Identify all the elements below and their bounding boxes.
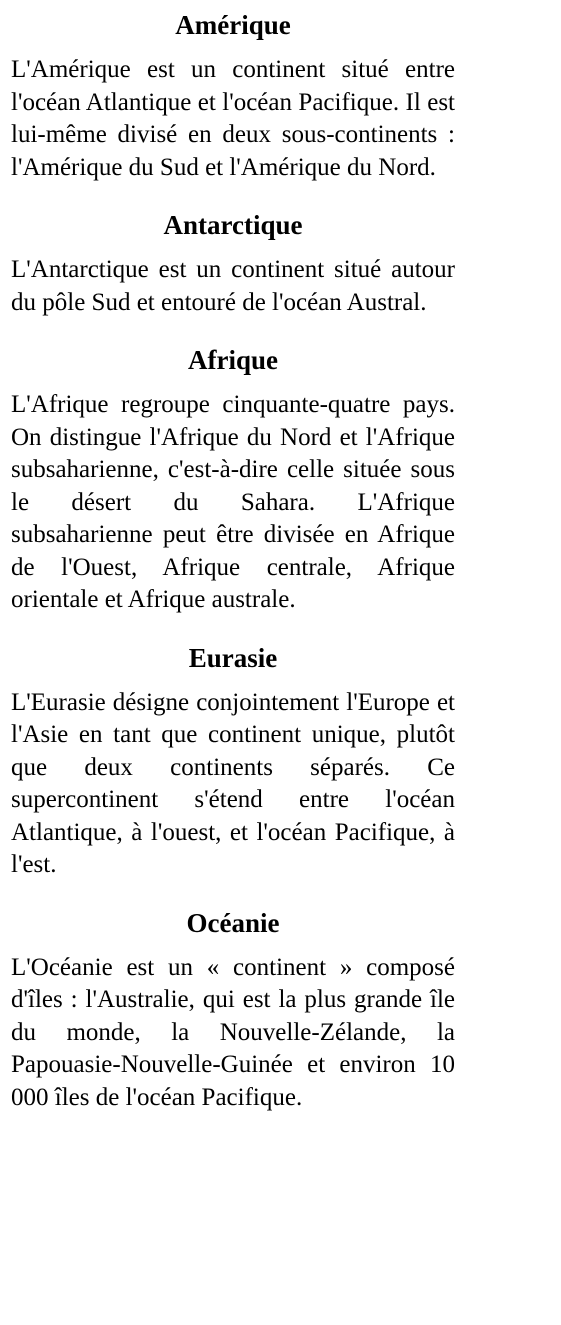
section-paragraph: L'Eurasie désigne conjointement l'Europe et l'Asie en tant que continent unique, plutôt que deux continents séparés. Ce supercontinent s'étend entre l'océan Atlantique, à l'ouest, et l'océan Pacifique, à l'est.	[11, 688, 455, 878]
document-page	[11, 8, 455, 1138]
section-afrique	[11, 343, 455, 617]
section-heading: Afrique	[188, 345, 278, 375]
section-paragraph: L'Océanie est un « continent » composé d'îles : l'Australie, qui est la plus grande île du monde, la Nouvelle-Zélande, la Papouasie-Nouvelle-Guinée et environ 10 000 îles de l'océan Pacifique.	[11, 953, 455, 1111]
section-oceanie	[11, 906, 455, 1115]
section-eurasie	[11, 641, 455, 882]
section-paragraph: L'Afrique regroupe cinquante-quatre pays. On distingue l'Afrique du Nord et l'Afrique subsaharienne, c'est-à-dire celle située sous le désert du Sahara. L'Afrique subsaharienne peut être divisée en Afrique de l'Ouest, Afrique centrale, Afrique orientale et Afrique australe.	[11, 391, 455, 613]
section-heading: Amérique	[175, 10, 291, 40]
section-amerique	[11, 8, 455, 184]
section-heading: Océanie	[186, 907, 280, 938]
section-antarctique	[11, 208, 455, 319]
section-paragraph: L'Amérique est un continent situé entre l'océan Atlantique et l'océan Pacifique. Il est lui-même divisé en deux sous-continents : l'Amérique du Sud et l'Amérique du Nord.	[11, 56, 455, 181]
section-heading: Eurasie	[188, 642, 278, 673]
section-paragraph: L'Antarctique est un continent situé autour du pôle Sud et entouré de l'océan Austral.	[11, 256, 455, 316]
section-heading: Antarctique	[163, 210, 303, 240]
